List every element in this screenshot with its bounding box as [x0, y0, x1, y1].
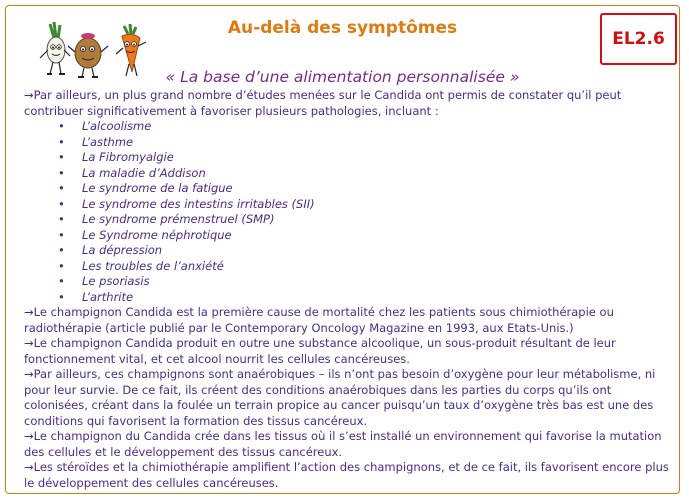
paragraph-mortality — [24, 305, 676, 336]
arrow-icon: → — [24, 305, 34, 319]
list-item: • Le syndrome prémenstruel (SMP) — [58, 212, 676, 228]
paragraph-text: Le champignon Candida est la première cause de mortalité chez les patients sous chimiothérapie ou radiothérapie (article publié par le Contemporary Oncology Magazine en 1993, aux Etats-Unis.) — [24, 305, 614, 335]
reference-badge: EL2.6 — [600, 13, 677, 65]
arrow-icon: → — [24, 460, 34, 474]
paragraph-text: Les stéroïdes et la chimiothérapie amplifient l’action des champignons, et de ce fait, ils favorisent encore plus le développement des cellules cancéreuses. — [24, 460, 669, 490]
paragraph-text: Par ailleurs, ces champignons sont anaérobiques – ils n’ont pas besoin d’oxygène pour leur métabolisme, ni pour leur survie. De ce fait, ils créent des conditions anaérobiques dans les parties du corps qu’ils ont colonisées, créant dans la foulée un terrain propice au cancer puisqu’un taux d’oxygène très bas est une des conditions qui favorisent la formation des tissus cancéreux. — [24, 367, 656, 428]
list-item: • La maladie d’Addison — [58, 166, 676, 182]
page-subtitle: « La base d’une alimentation personnalisée » — [165, 68, 520, 86]
list-item: • Les troubles de l’anxiété — [58, 259, 676, 275]
list-item: • Le syndrome des intestins irritables (SII) — [58, 197, 676, 213]
list-item: • Le psoriasis — [58, 274, 676, 290]
content-body — [24, 88, 676, 491]
list-item: • L’arthrite — [58, 290, 676, 306]
list-item: • Le syndrome de la fatigue — [58, 181, 676, 197]
paragraph-mutation — [24, 429, 676, 460]
arrow-icon: → — [24, 429, 34, 443]
pathology-list — [24, 119, 676, 305]
intro-paragraph — [24, 88, 676, 119]
paragraph-text: Le champignon Candida produit en outre une substance alcoolique, un sous-produit résultant de leur fonctionnement vital, et cet alcool nourrit les cellules cancéreuses. — [24, 336, 616, 366]
list-item: • L’asthme — [58, 135, 676, 151]
arrow-icon: → — [24, 88, 34, 102]
arrow-icon: → — [24, 367, 34, 381]
page-title: Au-delà des symptômes — [227, 18, 458, 38]
content-card — [5, 5, 680, 494]
list-item: • L’alcoolisme — [58, 119, 676, 135]
paragraph-alcohol — [24, 336, 676, 367]
list-item: • La dépression — [58, 243, 676, 259]
arrow-icon: → — [24, 336, 34, 350]
list-item: • La Fibromyalgie — [58, 150, 676, 166]
intro-text: Par ailleurs, un plus grand nombre d’études menées sur le Candida ont permis de constater qu’il peut contribuer significativement à favoriser plusieurs pathologies, incluant : — [24, 88, 622, 118]
paragraph-anaerobic — [24, 367, 676, 429]
paragraph-steroids — [24, 460, 676, 491]
paragraph-text: Le champignon du Candida crée dans les tissus où il s’est installé un environnement qui favorise la mutation des cellules et le développement des tissus cancéreux. — [24, 429, 662, 459]
list-item: • Le Syndrome néphrotique — [58, 228, 676, 244]
